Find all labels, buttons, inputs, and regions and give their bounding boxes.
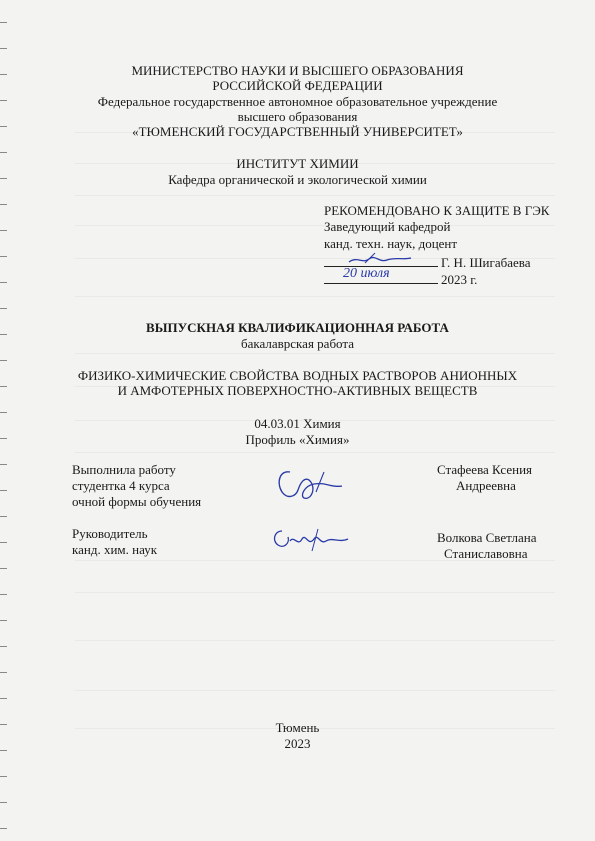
work-subtitle: бакалаврская работа: [241, 336, 354, 351]
specialty-code: 04.03.01 Химия: [254, 416, 341, 431]
approval-date: 20 июля: [343, 266, 390, 281]
approval-year: 2023 г.: [441, 272, 478, 287]
ministry-line-1: МИНИСТЕРСТВО НАУКИ И ВЫСШЕГО ОБРАЗОВАНИЯ: [131, 63, 464, 78]
supervisor-signature-icon: [268, 525, 350, 557]
author-name-1: Стафеева Ксения: [437, 462, 532, 477]
supervisor-name-2: Станиславовна: [444, 546, 528, 561]
supervisor-name-1: Волкова Светлана: [437, 530, 537, 545]
author-name-2: Андреевна: [456, 478, 516, 493]
author-label-3: очной формы обучения: [72, 494, 202, 509]
work-title: ВЫПУСКНАЯ КВАЛИФИКАЦИОННАЯ РАБОТА: [146, 320, 449, 335]
approval-degree: канд. техн. наук, доцент: [324, 236, 458, 251]
institution-line-2: высшего образования: [237, 109, 358, 124]
supervisor-label-1: Руководитель: [72, 526, 148, 541]
topic-line-2: И АМФОТЕРНЫХ ПОВЕРХНОСТНО-АКТИВНЫХ ВЕЩЕСТВ: [117, 383, 478, 398]
author-label-1: Выполнила работу: [72, 462, 176, 477]
study-profile: Профиль «Химия»: [245, 432, 350, 447]
footer-year: 2023: [284, 736, 311, 751]
ministry-line-2: РОССИЙСКОЙ ФЕДЕРАЦИИ: [212, 78, 383, 93]
institute-name: ИНСТИТУТ ХИМИИ: [236, 156, 359, 171]
head-name: Г. Н. Шигабаева: [441, 255, 531, 270]
approval-role: Заведующий кафедрой: [324, 219, 451, 234]
date-line: [324, 283, 438, 284]
author-signature-icon: [270, 462, 350, 508]
city: Тюмень: [275, 720, 320, 735]
head-signature-icon: [345, 248, 415, 268]
university-name: «ТЮМЕНСКИЙ ГОСУДАРСТВЕННЫЙ УНИВЕРСИТЕТ»: [132, 124, 463, 139]
institution-line-1: Федеральное государственное автономное образовательное учреждение: [97, 94, 498, 109]
author-label-2: студентка 4 курса: [72, 478, 170, 493]
approval-title: РЕКОМЕНДОВАНО К ЗАЩИТЕ В ГЭК: [324, 203, 550, 218]
supervisor-label-2: канд. хим. наук: [72, 542, 158, 557]
department-name: Кафедра органической и экологической химии: [168, 172, 427, 187]
topic-line-1: ФИЗИКО-ХИМИЧЕСКИЕ СВОЙСТВА ВОДНЫХ РАСТВОРОВ АНИОННЫХ: [77, 368, 518, 383]
